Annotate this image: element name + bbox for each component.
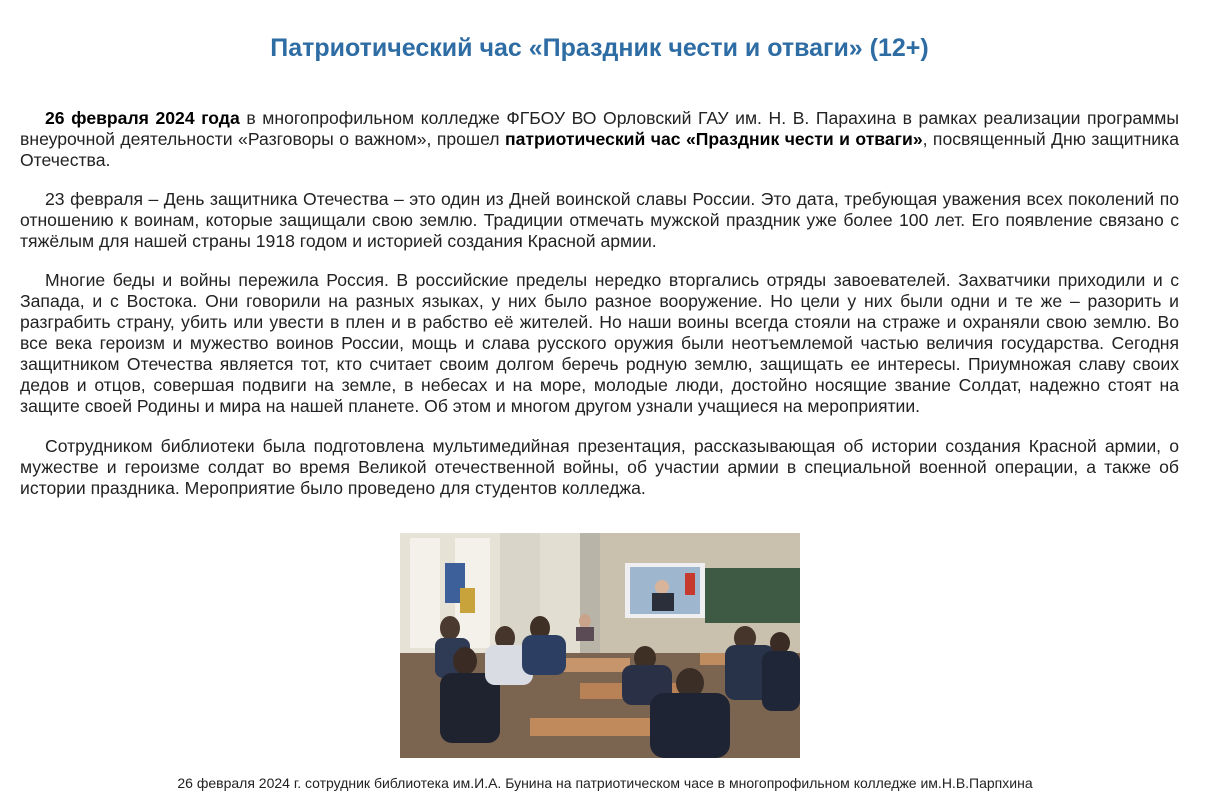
- event-name: патриотический час «Праздник чести и отваги»: [504, 129, 923, 149]
- intro-text-part-2: , посвященный Дню защитника Отечества.: [20, 129, 1179, 170]
- event-photo-image: [400, 533, 800, 758]
- photo-caption: 26 февраля 2024 г. сотрудник библиотека им.И.А. Бунина на патриотическом часе в многопрофильном колледже им.Н.В.Парпхина: [177, 775, 1033, 791]
- article-paragraph-presentation: Сотрудником библиотеки была подготовлена мультимедийная презентация, рассказывающая об истории создания Красной армии, о мужестве и героизме солдат во время Великой отечественной войны, об участии армии в специальной военной операции, а также об истории праздника. Мероприятие было проведено для студентов колледжа.: [20, 436, 1179, 498]
- article-paragraph-february-23: 23 февраля – День защитника Отечества – это один из Дней воинской славы России. Это дата, требующая уважения всех поколений по отношению к воинам, которые защищали свою землю. Традиции отмечать мужской праздник уже более 100 лет. Его появление связано с тяжёлым для нашей страны 1918 годом и историей создания Красной армии.: [20, 189, 1179, 251]
- event-photo: [400, 533, 800, 758]
- article-paragraph-history: Многие беды и войны пережила Россия. В российские пределы нередко вторгались отряды завоевателей. Захватчики приходили и с Запада, и с Востока. Они говорили на разных языках, у них было разное вооружение. Но цели у них были одни и те же – разорить и разграбить страну, убить или увести в плен и в рабство её жителей. Но наши воины всегда стояли на страже и охраняли свою землю. Во все века героизм и мужество воинов России, мощь и слава русского оружия были неотъемлемой частью величия государства. Сегодня защитником Отечества является тот, кто считает своим долгом беречь родную землю, защищать ее интересы. Приумножая славу своих дедов и отцов, совершая подвиги на земле, в небесах и на море, молодые люди, достойно носящие звание Солдат, надежно стоят на защите своей Родины и мира на нашей планете. Об этом и многом другом узнали учащиеся на мероприятии.: [20, 270, 1179, 416]
- article-paragraph-intro: [20, 108, 1179, 171]
- event-date: 26 февраля 2024 года: [45, 108, 240, 128]
- page-title: Патриотический час «Праздник чести и отваги» (12+): [270, 34, 929, 62]
- intro-text-part-1: в многопрофильном колледже ФГБОУ ВО Орловский ГАУ им. Н. В. Парахина в рамках реализации программы внеурочной деятельности «Разговоры о важном», прошел: [20, 108, 1179, 149]
